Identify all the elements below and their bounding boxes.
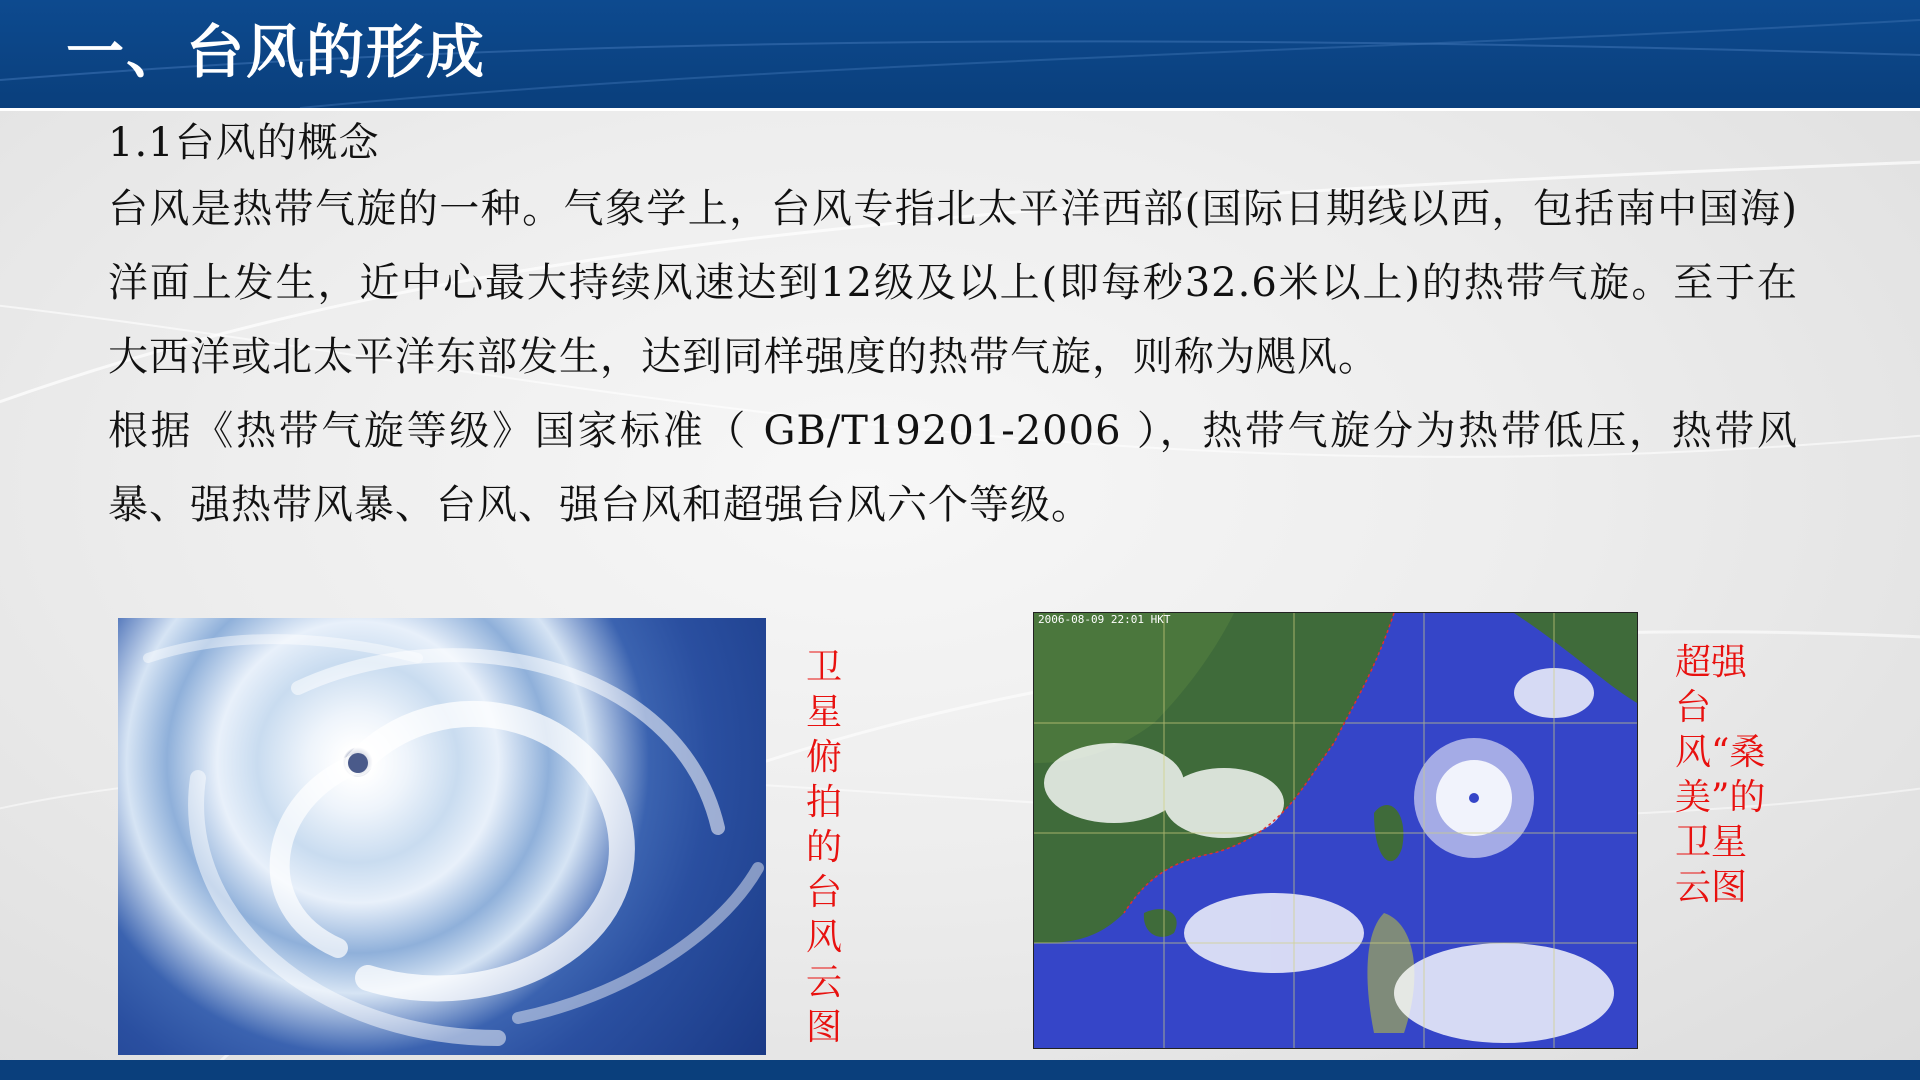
definition-paragraph: 台风是热带气旋的一种。气象学上，台风专指北太平洋西部(国际日期线以西，包括南中国海)洋面上发生，近中心最大持续风速达到12级及以上(即每秒32.6米以上)的热带气旋。至于在大西洋或北太平洋东部发生，达到同样强度的热带气旋，则称为飓风。 [108,186,1798,380]
photo-2-caption: 超强台风“桑美”的卫星云图 [1675,642,1766,908]
content-area [108,114,1798,542]
typhoon-cloud-swirl [118,618,766,1055]
footer-bar [0,1060,1920,1080]
photo-1-caption: 卫星俯拍的台风云图 [805,647,842,1048]
section-subheading: 1.1台风的概念 [108,120,380,166]
slide-title: 一、台风的形成 [66,18,487,86]
typhoon-saomai-satellite-image [1033,612,1638,1049]
typhoon-satellite-photo [118,618,766,1055]
classification-paragraph: 根据《热带气旋等级》国家标准（ GB/T19201-2006 ），热带气旋分为热带低压，热带风暴、强热带风暴、台风、强台风和超强台风六个等级。 [108,408,1798,528]
satellite-map-render [1034,613,1637,1048]
image-timestamp: 2006-08-09 22:01 HKT [1038,613,1171,626]
